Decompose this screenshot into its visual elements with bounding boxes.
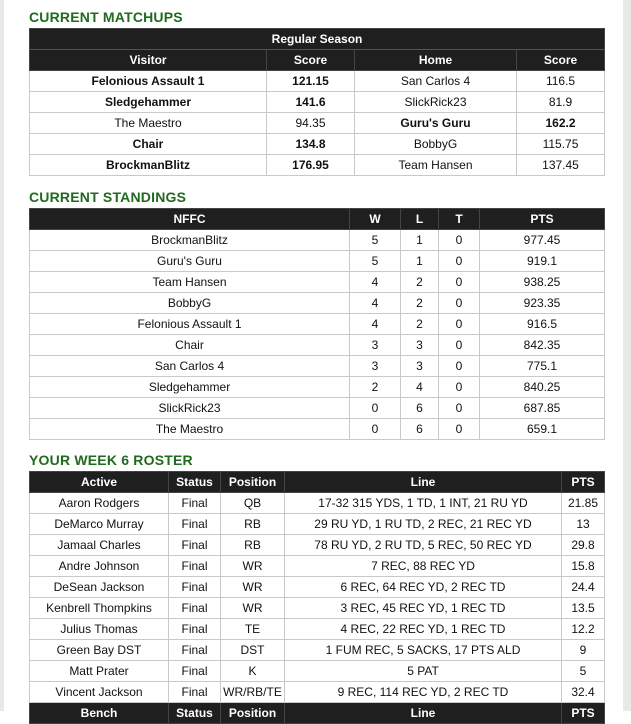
standings-losses: 2 bbox=[401, 293, 439, 314]
bench-header-points: PTS bbox=[562, 703, 605, 724]
standings-points: 687.85 bbox=[480, 398, 605, 419]
matchup-visitor-score: 176.95 bbox=[267, 155, 355, 176]
roster-row bbox=[30, 493, 605, 514]
roster-player: DeMarco Murray bbox=[30, 514, 169, 535]
roster-header-points: PTS bbox=[562, 472, 605, 493]
standings-ties: 0 bbox=[439, 293, 480, 314]
roster-points: 32.4 bbox=[562, 682, 605, 703]
matchups-section bbox=[29, 6, 605, 176]
matchup-visitor: Chair bbox=[30, 134, 267, 155]
standings-ties: 0 bbox=[439, 398, 480, 419]
standings-losses: 6 bbox=[401, 419, 439, 440]
standings-team: BrockmanBlitz bbox=[30, 230, 350, 251]
roster-points: 15.8 bbox=[562, 556, 605, 577]
roster-section bbox=[29, 449, 605, 724]
matchups-header-visitor: Visitor bbox=[30, 50, 267, 71]
roster-position: DST bbox=[221, 640, 285, 661]
matchup-row bbox=[30, 113, 605, 134]
matchups-title: CURRENT MATCHUPS bbox=[29, 9, 183, 25]
roster-line: 7 REC, 88 REC YD bbox=[285, 556, 562, 577]
standings-wins: 4 bbox=[350, 272, 401, 293]
roster-points: 9 bbox=[562, 640, 605, 661]
standings-table bbox=[29, 208, 605, 440]
standings-row bbox=[30, 377, 605, 398]
standings-losses: 3 bbox=[401, 356, 439, 377]
roster-row bbox=[30, 514, 605, 535]
standings-ties: 0 bbox=[439, 272, 480, 293]
standings-header-league: NFFC bbox=[30, 209, 350, 230]
roster-status: Final bbox=[169, 535, 221, 556]
matchup-visitor-score: 121.15 bbox=[267, 71, 355, 92]
standings-row bbox=[30, 314, 605, 335]
roster-player: Andre Johnson bbox=[30, 556, 169, 577]
matchup-home: San Carlos 4 bbox=[355, 71, 517, 92]
standings-ties: 0 bbox=[439, 314, 480, 335]
roster-header-active: Active bbox=[30, 472, 169, 493]
roster-row bbox=[30, 577, 605, 598]
standings-losses: 1 bbox=[401, 230, 439, 251]
roster-points: 5 bbox=[562, 661, 605, 682]
standings-ties: 0 bbox=[439, 335, 480, 356]
matchup-home: SlickRick23 bbox=[355, 92, 517, 113]
standings-team: SlickRick23 bbox=[30, 398, 350, 419]
roster-line: 4 REC, 22 REC YD, 1 REC TD bbox=[285, 619, 562, 640]
standings-wins: 2 bbox=[350, 377, 401, 398]
roster-status: Final bbox=[169, 682, 221, 703]
roster-player: Vincent Jackson bbox=[30, 682, 169, 703]
roster-line: 1 FUM REC, 5 SACKS, 17 PTS ALD bbox=[285, 640, 562, 661]
standings-points: 842.35 bbox=[480, 335, 605, 356]
roster-position: WR bbox=[221, 598, 285, 619]
roster-row bbox=[30, 619, 605, 640]
standings-team: Guru's Guru bbox=[30, 251, 350, 272]
bench-header-row bbox=[30, 703, 605, 724]
matchup-home: Team Hansen bbox=[355, 155, 517, 176]
matchup-row bbox=[30, 71, 605, 92]
standings-points: 775.1 bbox=[480, 356, 605, 377]
roster-points: 24.4 bbox=[562, 577, 605, 598]
matchup-home: Guru's Guru bbox=[355, 113, 517, 134]
roster-line: 5 PAT bbox=[285, 661, 562, 682]
standings-wins: 0 bbox=[350, 419, 401, 440]
matchups-caption: Regular Season bbox=[30, 29, 605, 50]
matchups-rows bbox=[30, 71, 605, 176]
standings-wins: 4 bbox=[350, 293, 401, 314]
roster-status: Final bbox=[169, 577, 221, 598]
roster-position: TE bbox=[221, 619, 285, 640]
bench-header-line: Line bbox=[285, 703, 562, 724]
roster-row bbox=[30, 535, 605, 556]
roster-header-status: Status bbox=[169, 472, 221, 493]
standings-row bbox=[30, 335, 605, 356]
roster-status: Final bbox=[169, 598, 221, 619]
matchup-visitor: The Maestro bbox=[30, 113, 267, 134]
matchup-row bbox=[30, 92, 605, 113]
standings-wins: 3 bbox=[350, 356, 401, 377]
standings-row bbox=[30, 230, 605, 251]
roster-line: 6 REC, 64 REC YD, 2 REC TD bbox=[285, 577, 562, 598]
roster-header-position: Position bbox=[221, 472, 285, 493]
standings-points: 659.1 bbox=[480, 419, 605, 440]
standings-points: 916.5 bbox=[480, 314, 605, 335]
matchup-home-score: 115.75 bbox=[517, 134, 605, 155]
roster-line: 9 REC, 114 REC YD, 2 REC TD bbox=[285, 682, 562, 703]
matchup-visitor-score: 134.8 bbox=[267, 134, 355, 155]
standings-header-ties: T bbox=[439, 209, 480, 230]
roster-points: 21.85 bbox=[562, 493, 605, 514]
roster-line: 29 RU YD, 1 RU TD, 2 REC, 21 REC YD bbox=[285, 514, 562, 535]
page-edge-right bbox=[623, 0, 631, 711]
roster-player: Julius Thomas bbox=[30, 619, 169, 640]
standings-row bbox=[30, 398, 605, 419]
roster-title: YOUR WEEK 6 ROSTER bbox=[29, 452, 193, 468]
matchup-home-score: 81.9 bbox=[517, 92, 605, 113]
standings-header-losses: L bbox=[401, 209, 439, 230]
roster-line: 78 RU YD, 2 RU TD, 5 REC, 50 REC YD bbox=[285, 535, 562, 556]
standings-team: Felonious Assault 1 bbox=[30, 314, 350, 335]
roster-table bbox=[29, 471, 605, 724]
standings-row bbox=[30, 251, 605, 272]
standings-team: Sledgehammer bbox=[30, 377, 350, 398]
page-edge-left bbox=[0, 0, 4, 711]
matchup-home: BobbyG bbox=[355, 134, 517, 155]
roster-player: DeSean Jackson bbox=[30, 577, 169, 598]
roster-points: 13 bbox=[562, 514, 605, 535]
standings-team: Team Hansen bbox=[30, 272, 350, 293]
roster-line: 3 REC, 45 REC YD, 1 REC TD bbox=[285, 598, 562, 619]
matchup-home-score: 162.2 bbox=[517, 113, 605, 134]
roster-row bbox=[30, 598, 605, 619]
standings-header-points: PTS bbox=[480, 209, 605, 230]
roster-header-line: Line bbox=[285, 472, 562, 493]
roster-row bbox=[30, 640, 605, 661]
roster-points: 13.5 bbox=[562, 598, 605, 619]
standings-ties: 0 bbox=[439, 419, 480, 440]
roster-line: 17-32 315 YDS, 1 TD, 1 INT, 21 RU YD bbox=[285, 493, 562, 514]
roster-position: K bbox=[221, 661, 285, 682]
roster-player: Jamaal Charles bbox=[30, 535, 169, 556]
matchup-home-score: 137.45 bbox=[517, 155, 605, 176]
matchup-visitor: BrockmanBlitz bbox=[30, 155, 267, 176]
matchups-header-visitor-score: Score bbox=[267, 50, 355, 71]
roster-row bbox=[30, 661, 605, 682]
roster-status: Final bbox=[169, 661, 221, 682]
roster-rows bbox=[30, 493, 605, 703]
standings-points: 923.35 bbox=[480, 293, 605, 314]
standings-ties: 0 bbox=[439, 230, 480, 251]
standings-points: 919.1 bbox=[480, 251, 605, 272]
standings-row bbox=[30, 356, 605, 377]
roster-points: 12.2 bbox=[562, 619, 605, 640]
roster-status: Final bbox=[169, 556, 221, 577]
roster-row bbox=[30, 682, 605, 703]
standings-team: BobbyG bbox=[30, 293, 350, 314]
standings-title: CURRENT STANDINGS bbox=[29, 189, 187, 205]
roster-status: Final bbox=[169, 640, 221, 661]
roster-position: RB bbox=[221, 535, 285, 556]
roster-position: WR bbox=[221, 556, 285, 577]
matchup-visitor-score: 141.6 bbox=[267, 92, 355, 113]
matchup-home-score: 116.5 bbox=[517, 71, 605, 92]
roster-player: Kenbrell Thompkins bbox=[30, 598, 169, 619]
roster-position: WR/RB/TE bbox=[221, 682, 285, 703]
standings-section bbox=[29, 186, 605, 440]
matchups-header-home: Home bbox=[355, 50, 517, 71]
roster-status: Final bbox=[169, 493, 221, 514]
standings-points: 977.45 bbox=[480, 230, 605, 251]
standings-ties: 0 bbox=[439, 377, 480, 398]
standings-ties: 0 bbox=[439, 356, 480, 377]
standings-wins: 0 bbox=[350, 398, 401, 419]
standings-points: 840.25 bbox=[480, 377, 605, 398]
matchup-row bbox=[30, 155, 605, 176]
matchup-row bbox=[30, 134, 605, 155]
standings-row bbox=[30, 419, 605, 440]
roster-player: Aaron Rodgers bbox=[30, 493, 169, 514]
matchup-visitor: Sledgehammer bbox=[30, 92, 267, 113]
standings-losses: 4 bbox=[401, 377, 439, 398]
roster-status: Final bbox=[169, 514, 221, 535]
roster-player: Green Bay DST bbox=[30, 640, 169, 661]
bench-header-bench: Bench bbox=[30, 703, 169, 724]
roster-position: WR bbox=[221, 577, 285, 598]
standings-wins: 4 bbox=[350, 314, 401, 335]
matchups-table bbox=[29, 28, 605, 176]
standings-losses: 2 bbox=[401, 272, 439, 293]
standings-losses: 2 bbox=[401, 314, 439, 335]
roster-position: RB bbox=[221, 514, 285, 535]
roster-status: Final bbox=[169, 619, 221, 640]
standings-ties: 0 bbox=[439, 251, 480, 272]
matchup-visitor-score: 94.35 bbox=[267, 113, 355, 134]
bench-header-position: Position bbox=[221, 703, 285, 724]
roster-row bbox=[30, 556, 605, 577]
standings-row bbox=[30, 272, 605, 293]
roster-position: QB bbox=[221, 493, 285, 514]
matchup-visitor: Felonious Assault 1 bbox=[30, 71, 267, 92]
matchups-header-home-score: Score bbox=[517, 50, 605, 71]
standings-points: 938.25 bbox=[480, 272, 605, 293]
standings-row bbox=[30, 293, 605, 314]
standings-losses: 3 bbox=[401, 335, 439, 356]
standings-team: San Carlos 4 bbox=[30, 356, 350, 377]
standings-header-wins: W bbox=[350, 209, 401, 230]
standings-rows bbox=[30, 230, 605, 440]
roster-points: 29.8 bbox=[562, 535, 605, 556]
bench-header-status: Status bbox=[169, 703, 221, 724]
standings-wins: 5 bbox=[350, 230, 401, 251]
standings-losses: 6 bbox=[401, 398, 439, 419]
standings-wins: 5 bbox=[350, 251, 401, 272]
roster-player: Matt Prater bbox=[30, 661, 169, 682]
standings-team: Chair bbox=[30, 335, 350, 356]
standings-team: The Maestro bbox=[30, 419, 350, 440]
standings-losses: 1 bbox=[401, 251, 439, 272]
standings-wins: 3 bbox=[350, 335, 401, 356]
